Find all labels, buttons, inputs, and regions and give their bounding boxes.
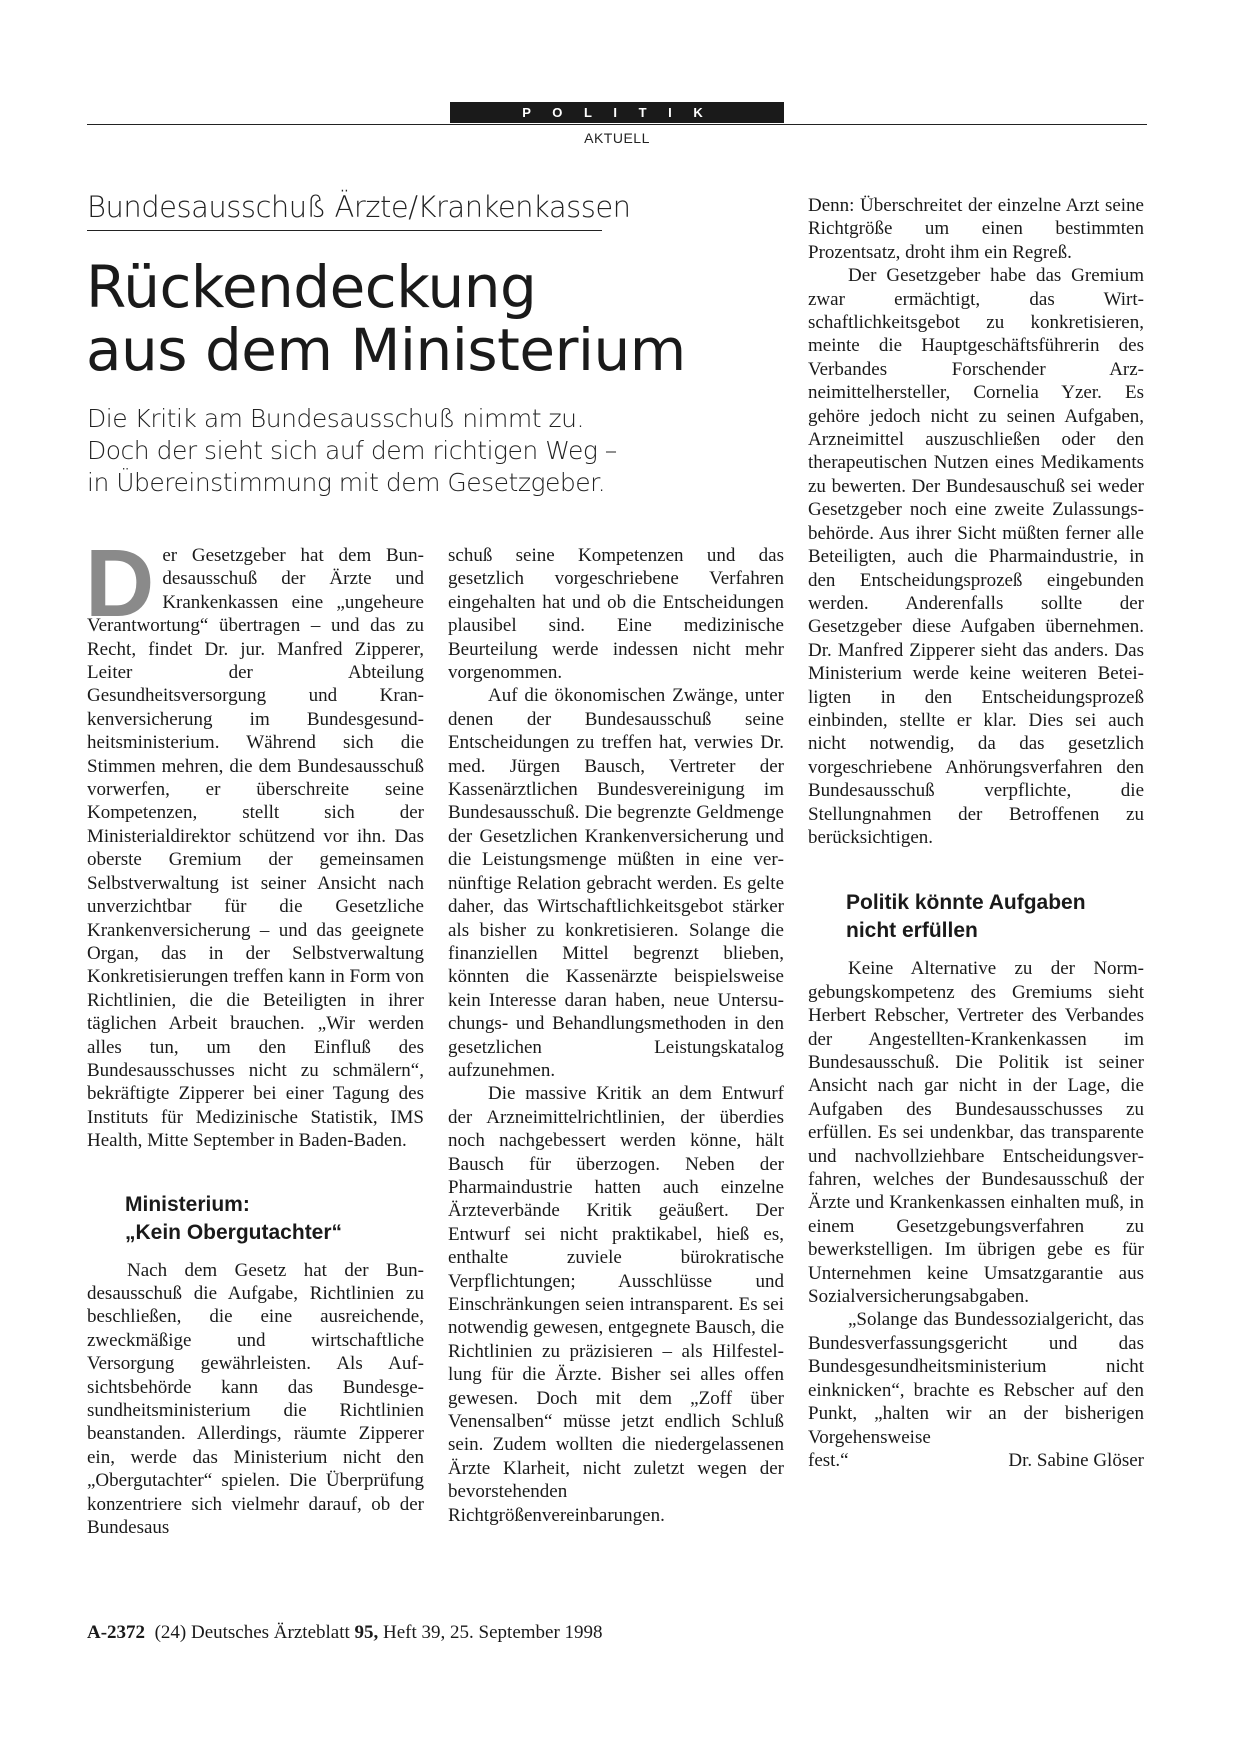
paragraph-7: „Solange das Bundessozialgericht, das Bundesverfassungsgericht und das Bundesgesundheitsministerium nicht einknicken“, brachte es Rebscher auf den Punkt, „halten wir an der bisherigen Vorgehensweise [808,1309,1144,1448]
paragraph-7-end: fest.“ [808,1449,849,1471]
subheading-1-line-2: „Kein Obergutachter“ [125,1220,343,1244]
author-name: Dr. Sabine Glöser [1008,1449,1144,1471]
volume-number: 95, [354,1622,379,1643]
subheading-ministerium [125,1191,424,1247]
column-3 [808,194,1144,1472]
drop-cap: D [85,530,155,637]
lede-line-3: in Übereinstimmung mit dem Gesetzgeber. [87,468,606,497]
subsection-label: AKTUELL [584,130,650,146]
article-kicker: Bundesausschuß Ärzte/Krankenkassen [87,190,602,231]
lede-line-1: Die Kritik am Bundesausschuß nimmt zu. [87,404,584,433]
paragraph-2-continued: schuß seine Kompetenzen und das gesetzlich vorgeschriebene Verfahren eingehalten hat und ob die Entscheidungen plausibel sind. Eine medizinische Beurteilung werde indessen nicht mehr vorgenommen. [448,545,784,684]
article-lede [87,403,707,499]
page-footer [87,1622,603,1644]
headline-line-1: Rückendeckung [86,253,537,321]
column-1 [85,530,424,1541]
subheading-2-line-2: nicht erfüllen [846,919,978,943]
citation-pre: (24) Deutsches Ärzteblatt [154,1622,350,1643]
subheading-2-line-1: Politik könnte Aufgaben [846,891,1086,915]
paragraph-1 [85,530,424,1153]
paragraph-5: Der Gesetzgeber habe das Gremium zwar ermächtigt, das Wirtschaftlichkeitsgebot zu konkretisieren, meinte die Hauptgeschäftsführerin des Verbandes Forschender Arzneimittelhersteller, Cornelia Yzer. Es gehöre jedoch nicht zu seinen Aufgaben, Arzneimittel auszuschließen oder den therapeutischen Nutzen eines Medikaments zu bewerten. Der Bundesauschuß sei weder Gesetzgeber noch eine zweite Zulassungsbehörde. Aus ihrer Sicht müßten ferner alle Beteiligten, auch die Pharmaindustrie, in den Entscheidungsprozeß eingebunden werden. Anderenfalls sollte der Gesetzgeber diese Aufgaben übernehmen. Dr. Manfred Zipperer sieht das anders. Das Ministerium werde keine weiteren Beteiligten in den Entscheidungsprozeß einbinden, stellte er klar. Dies sei auch nicht notwendig, da das gesetzlich vorgeschriebene Anhörungsverfahren den Bundesausschuß verpflichte, die Stellungnahmen der Betroffenen zu berücksichtigen. [808,265,1144,848]
header-rule [87,124,1147,125]
paragraph-4-continued: Denn: Überschreitet der einzelne Arzt seine Richtgröße um einen bestimmten Prozentsatz, droht ihm ein Regreß. [808,195,1144,263]
paragraph-3: Auf die ökonomischen Zwänge, unter denen der Bundesausschuß seine Entscheidungen zu treffen hat, verwies Dr. med. Jürgen Bausch, Vertreter der Kassenärztlichen Bundesvereinigung im Bundesausschuß. Die begrenzte Geldmenge der Gesetzlichen Krankenversicherung und die Leistungsmenge müßten in eine vernünftige Relation gebracht werden. Es gelte daher, das Wirtschaftlichkeitsgebot stärker als bisher zu konkretisieren. Solange die finanziellen Mittel begrenzt blieben, könnten die Kassenärzte beispielsweise kein Interesse daran haben, neue Untersuchungs- und Behandlungsmethoden in den gesetzlichen Leistungskatalog aufzunehmen. [448,685,784,1081]
column-2 [448,544,784,1526]
section-label: P O L I T I K [450,102,784,123]
signature-line [808,1449,1144,1472]
paragraph-1-text: er Gesetzgeber hat dem Bundesausschuß der Ärzte und Krankenkassen eine „ungeheure Verantwortung“ übertragen – und das zu Recht, findet Dr. jur. Manfred Zipperer, Leiter der Abteilung Gesundheitsversorgung und Krankenversicherung im Bundesgesundheitsministerium. Während sich die Stimmen mehren, die dem Bundesausschuß vorwerfen, er überschreite seine Kompetenzen, stellt sich der Ministerialdirektor schützend vor ihn. Das oberste Gremium der gemeinsamen Selbstverwaltung ist seiner Ansicht nach unverzichtbar für die Gesetzliche Krankenversicherung – und das geeignete Organ, das in der Selbstverwaltung Konkretisierungen treffen kann in Form von Richtlinien, die die Beteiligten in ihrer täglichen Arbeit brauchen. „Wir werden alles tun, um den Einfluß des Bundesausschusses nicht zu schmälern“, bekräftigte Zipperer bei einer Tagung des Instituts für Medizinische Statistik, IMS Health, Mitte September in Baden-Baden. [87,545,424,1152]
subheading-politik [846,889,1144,945]
citation-post: Heft 39, 25. September 1998 [383,1622,603,1643]
lede-line-2: Doch der sieht sich auf dem richtigen Weg – [87,436,617,465]
page-code: A-2372 [87,1622,146,1643]
paragraph-4: Die massive Kritik an dem Entwurf der Arzneimittelrichtlinien, der überdies noch nachgebessert werden könne, hält Bausch für überzogen. Neben der Pharmaindustrie hatten auch einzelne Ärzteverbände Kritik geäußert. Der Entwurf sei nicht praktikabel, hieß es, enthalte zuviele bürokratische Verpflichtungen; Ausschlüsse und Einschränkungen seien intransparent. Es sei notwendig gewesen, entgegnete Bausch, die Richtlinien zu präzisieren – als Hilfestellung für die Ärzte. Bisher sei alles offen gewesen. Doch mit dem „Zoff über Venensalben“ müsse jetzt endlich Schluß sein. Zudem wollten die niedergelassenen Ärzte Klarheit, nicht zuletzt wegen der bevorstehenden Richtgrößenvereinbarungen. [448,1083,784,1526]
paragraph-6: Keine Alternative zu der Normgebungskompetenz des Gremiums sieht Herbert Rebscher, Vertreter des Verbandes der Angestellten-Krankenkassen im Bundesausschuß. Die Politik ist seiner Ansicht nach gar nicht in der Lage, die Aufgaben des Bundesausschusses zu erfüllen. Es sei undenkbar, das transparente und nachvollziehbare Entscheidungsverfahren, welches der Bundesausschuß der Ärzte und Krankenkassen einhalten muß, in einem Gesetzgebungsverfahren zu bewerkstelligen. Im übrigen gebe es für Unternehmen keine Umsatzgarantie aus Sozialversicherungsabgaben. [808,958,1144,1308]
subheading-1-line-1: Ministerium: [125,1192,250,1216]
headline-line-2: aus dem Ministerium [86,316,686,384]
paragraph-2: Nach dem Gesetz hat der Bundesausschuß die Aufgabe, Richtlinien zu beschließen, die eine ausreichende, zweckmäßige und wirtschaftliche Versorgung gewährleisten. Als Aufsichtsbehörde kann das Bundesgesundheitsministerium die Richtlinien beanstanden. Allerdings, räumte Zipperer ein, werde das Ministerium nicht den „Obergutachter“ spielen. Die Überprüfung konzentriere sich vielmehr darauf, ob der Bundesaus [87,1259,424,1539]
article-headline [86,253,706,384]
